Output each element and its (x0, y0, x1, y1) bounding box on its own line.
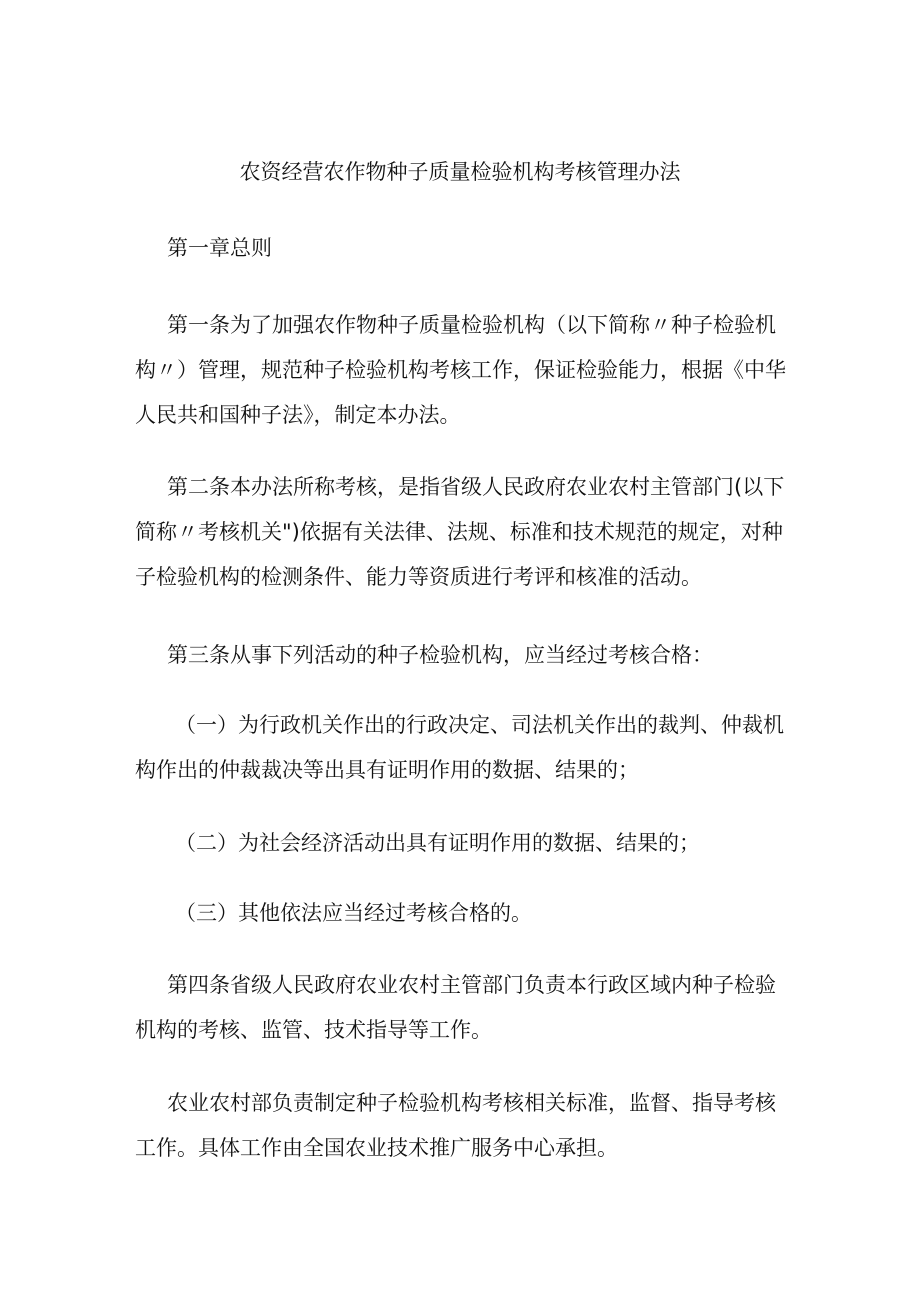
chapter-heading: 第一章总则 (167, 236, 272, 260)
paragraph-item-1: （一）为行政机关作出的行政决定、司法机关作出的裁判、仲裁机构作出的仲裁裁决等出具有证明作用的数据、结果的； (135, 713, 784, 782)
paragraph-article-1: 第一条为了加强农作物种子质量检验机构（以下简称〃种子检验机构〃）管理，规范种子检验机构考核工作，保证检验能力，根据《中华人民共和国种子法》，制定本办法。 (135, 313, 786, 427)
paragraph-article-3: 第三条从事下列活动的种子检验机构，应当经过考核合格： (167, 643, 713, 667)
document-title: 农资经营农作物种子质量检验机构考核管理办法 (239, 160, 681, 184)
paragraph-item-2: （二）为社会经济活动出具有证明作用的数据、结果的； (175, 831, 700, 855)
paragraph-item-3: （三）其他依法应当经过考核合格的。 (175, 901, 532, 925)
paragraph-ministry-responsibility: 农业农村部负责制定种子检验机构考核相关标准，监督、指导考核工作。具体工作由全国农业技术推广服务中心承担。 (135, 1091, 776, 1160)
paragraph-article-2: 第二条本办法所称考核，是指省级人民政府农业农村主管部门(以下简称〃考核机关")依据有关法律、法规、标准和技术规范的规定，对种子检验机构的检测条件、能力等资质进行考评和核准的活动。 (135, 475, 785, 589)
paragraph-article-4: 第四条省级人民政府农业农村主管部门负责本行政区域内种子检验机构的考核、监管、技术指导等工作。 (135, 973, 776, 1042)
